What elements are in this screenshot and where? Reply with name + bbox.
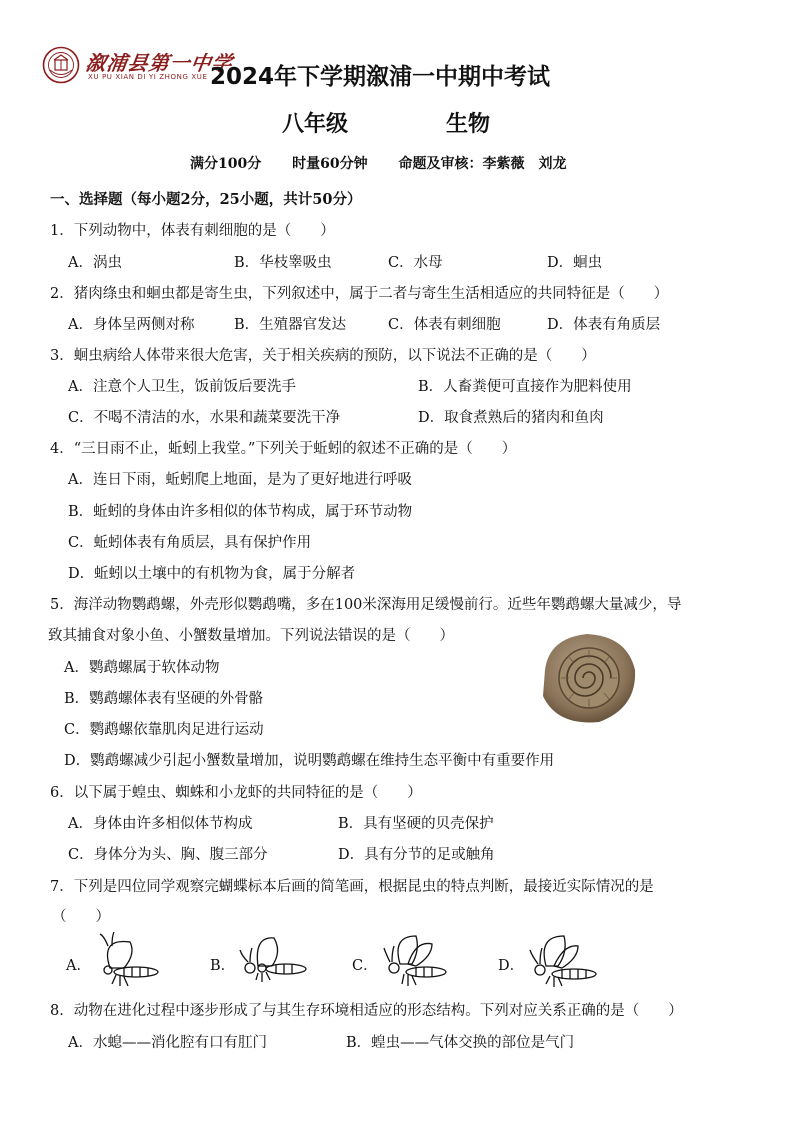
question-stem-continued: （ ） — [52, 909, 110, 925]
option-b[interactable]: B．人畜粪便可直接作为肥料使用 — [418, 379, 632, 395]
butterfly-sketch-c-icon — [378, 930, 458, 992]
option-a[interactable]: A．身体由许多相似体节构成 — [68, 816, 253, 832]
option-c[interactable]: C． — [352, 958, 378, 974]
option-c[interactable]: C．水母 — [388, 255, 443, 271]
question-stem: 4．“三日雨不止，蚯蚓上我堂。”下列关于蚯蚓的叙述不正确的是（ ） — [50, 441, 517, 457]
section-heading: 一、选择题（每小题2分，25小题，共计50分） — [50, 191, 362, 208]
school-seal-icon — [42, 46, 80, 84]
option-d[interactable]: D．蛔虫 — [547, 255, 603, 271]
option-d[interactable]: D．鹦鹉螺减少引起小蟹数量增加，说明鹦鹉螺在维持生态平衡中有重要作用 — [64, 753, 555, 769]
exam-duration: 时量60分钟 — [292, 156, 368, 172]
option-d[interactable]: D．蚯蚓以土壤中的有机物为食，属于分解者 — [68, 566, 356, 582]
option-a[interactable]: A．身体呈两侧对称 — [68, 317, 195, 333]
question-stem: 3．蛔虫病给人体带来很大危害，关于相关疾病的预防，以下说法不正确的是（ ） — [50, 348, 596, 364]
option-a[interactable]: A．鹦鹉螺属于软体动物 — [64, 660, 220, 676]
question-stem: 8．动物在进化过程中逐步形成了与其生存环境相适应的形态结构。下列对应关系正确的是（ ） — [50, 1003, 683, 1019]
logo-school-name-pinyin: XU PU XIAN DI YI ZHONG XUE — [88, 73, 208, 81]
nautilus-fossil-image — [535, 630, 639, 726]
school-logo — [42, 46, 235, 86]
option-d[interactable]: D． — [498, 958, 525, 974]
option-a[interactable]: A．连日下雨，蚯蚓爬上地面，是为了更好地进行呼吸 — [68, 472, 412, 488]
exam-meta — [190, 153, 592, 173]
exam-title: 2024年下学期溆浦一中期中考试 — [210, 64, 551, 90]
question-stem-continued: 致其捕食对象小鱼、小蟹数量增加。下列说法错误的是（ ） — [48, 628, 454, 644]
question-stem: 5．海洋动物鹦鹉螺，外壳形似鹦鹉嘴，多在100米深海用足缓慢前行。近些年鹦鹉螺大量减少，导 — [50, 597, 682, 613]
butterfly-sketch-a-icon — [90, 930, 170, 992]
option-c[interactable]: C．蚯蚓体表有角质层，具有保护作用 — [68, 535, 312, 551]
option-b[interactable]: B． — [210, 958, 236, 974]
question-stem: 1．下列动物中，体表有刺细胞的是（ ） — [50, 223, 335, 239]
option-c[interactable]: C．鹦鹉螺依靠肌肉足进行运动 — [64, 722, 264, 738]
option-a[interactable]: A．涡虫 — [68, 255, 122, 271]
option-b[interactable]: B．华枝睾吸虫 — [234, 255, 332, 271]
option-a[interactable]: A． — [66, 958, 91, 974]
option-a[interactable]: A．注意个人卫生，饭前饭后要洗手 — [68, 379, 296, 395]
option-b[interactable]: B．蚯蚓的身体由许多相似的体节构成，属于环节动物 — [68, 504, 413, 520]
exam-full-score: 满分100分 — [190, 156, 262, 172]
question-stem: 6．以下属于蝗虫、蜘蛛和小龙虾的共同特征的是（ ） — [50, 785, 422, 801]
option-b[interactable]: B．蝗虫——气体交换的部位是气门 — [346, 1035, 575, 1051]
exam-subject: 生物 — [446, 112, 491, 137]
option-b[interactable]: B．生殖器官发达 — [234, 317, 347, 333]
option-c[interactable]: C．体表有刺细胞 — [388, 317, 501, 333]
option-c[interactable]: C．不喝不清洁的水，水果和蔬菜要洗干净 — [68, 410, 341, 426]
question-stem: 2．猪肉绦虫和蛔虫都是寄生虫，下列叙述中，属于二者与寄生生活相适应的共同特征是（ ） — [50, 286, 669, 302]
exam-authors: 命题及审核：李紫薇 刘龙 — [398, 156, 567, 172]
option-b[interactable]: B．鹦鹉螺体表有坚硬的外骨骼 — [64, 691, 264, 707]
butterfly-sketch-b-icon — [234, 930, 314, 992]
option-c[interactable]: C．身体分为头、胸、腹三部分 — [68, 847, 268, 863]
butterfly-sketch-d-icon — [524, 930, 604, 992]
exam-grade: 八年级 — [282, 112, 349, 137]
option-b[interactable]: B．具有坚硬的贝壳保护 — [338, 816, 494, 832]
option-a[interactable]: A．水螅——消化腔有口有肛门 — [68, 1035, 267, 1051]
option-d[interactable]: D．取食煮熟后的猪肉和鱼肉 — [418, 410, 604, 426]
option-d[interactable]: D．具有分节的足或触角 — [338, 847, 495, 863]
option-d[interactable]: D．体表有角质层 — [547, 317, 661, 333]
question-stem: 7．下列是四位同学观察完蝴蝶标本后画的简笔画，根据昆虫的特点判断，最接近实际情况的是 — [50, 879, 654, 895]
logo-school-name: 溆浦县第一中学 — [84, 51, 235, 75]
